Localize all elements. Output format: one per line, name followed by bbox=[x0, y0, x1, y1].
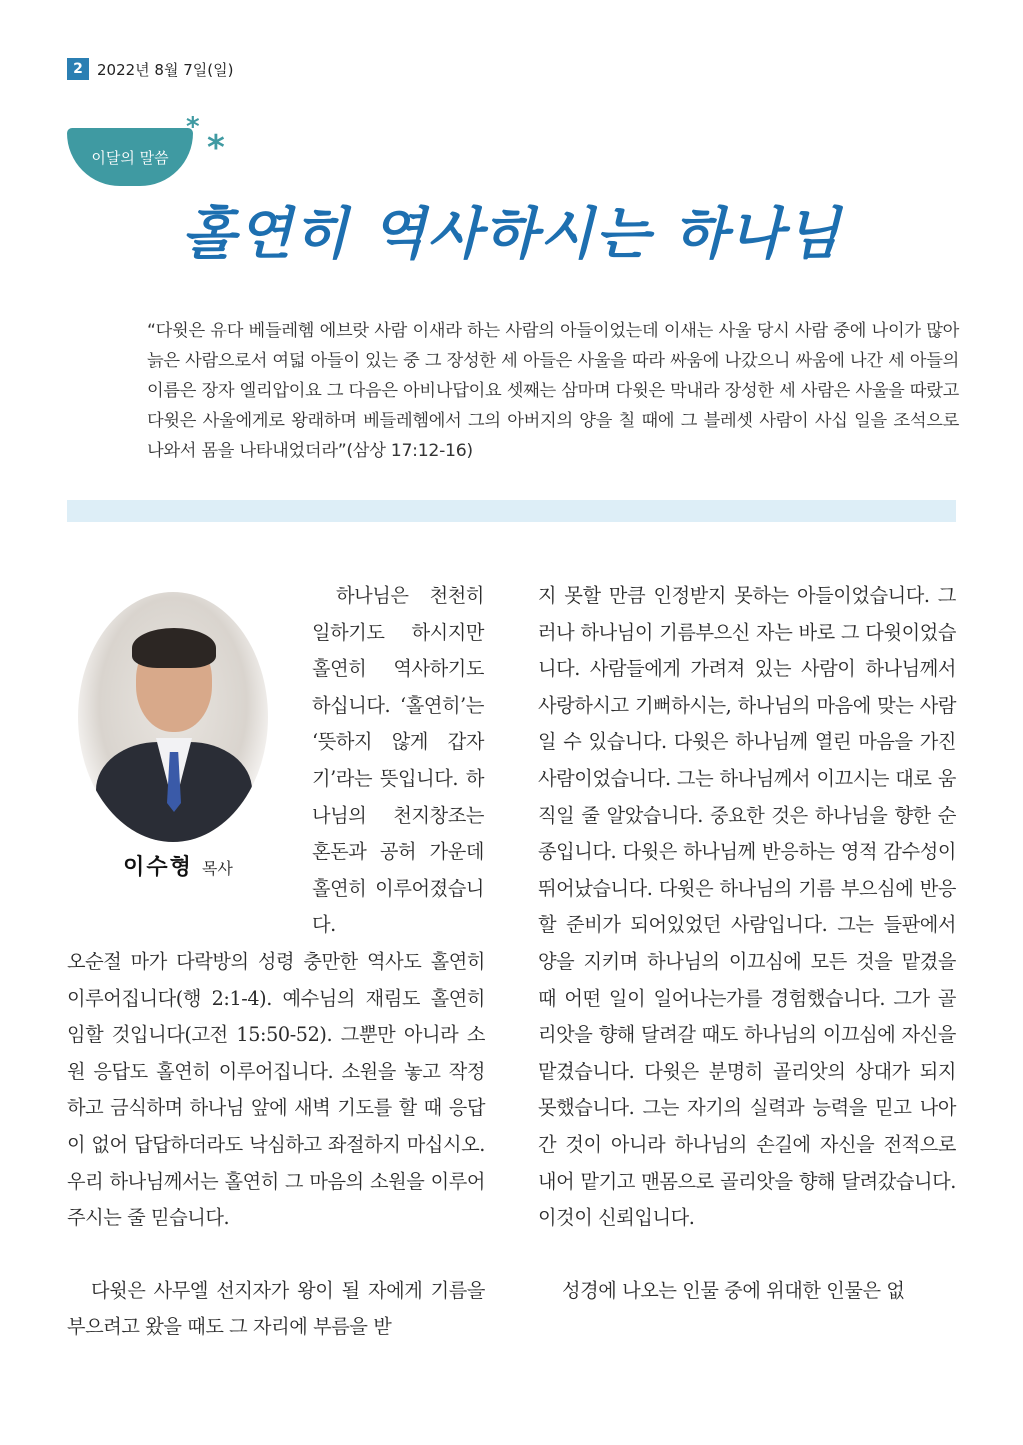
page-number: 2 bbox=[67, 58, 89, 80]
author-photo bbox=[78, 592, 268, 842]
section-badge: 이달의 말씀 bbox=[67, 128, 193, 186]
intro-text: 하나님은 천천히 일하기도 하시지만 홀연히 역사하기도 하십니다. ‘홀연히’는 ‘뜻하지 않게 갑자기’라는 뜻입니다. 하나님의 천지창조는 혼돈과 공허 가운데 홀연히 이루어졌습니다. bbox=[312, 584, 484, 937]
asterisk-icon: * bbox=[186, 112, 200, 142]
body-paragraph: 오순절 마가 다락방의 성령 충만한 역사도 홀연히 이루어집니다(행 2:1-4). 예수님의 재림도 홀연히 임할 것입니다(고전 15:50-52). 그뿐만 아니라 소원 응답도 홀연히 이루어집니다. 소원을 놓고 작정하고 금식하며 하나님 앞에 새벽 기도를 할 때 응답이 없어 답답하더라도 낙심하고 좌절하지 마십시오. 우리 하나님께서는 홀연히 그 마음의 소원을 이루어 주시는 줄 믿습니다. bbox=[67, 950, 485, 1230]
issue-date: 2022년 8월 7일(일) bbox=[97, 60, 234, 79]
author-name: 이수형 bbox=[123, 855, 193, 880]
body-paragraph: 지 못할 만큼 인정받지 못하는 아들이었습니다. 그러나 하나님이 기름부으신 자는 바로 그 다윗이었습니다. 사람들에게 가려져 있는 사람이 하나님께서 사랑하시고 기뻐하시는, 하나님의 마음에 맞는 사람일 수 있습니다. 다윗은 하나님께 열린 마음을 가진 사람이었습니다. 그는 하나님께서 이끄시는 대로 움직일 줄 알았습니다. 중요한 것은 하나님을 향한 순종입니다. 다윗은 하나님께 반응하는 영적 감수성이 뛰어났습니다. 다윗은 하나님의 기름 부으심에 반응할 준비가 되어있었던 사람입니다. 그는 들판에서 양을 지키며 하나님의 이끄심에 모든 것을 맡겼을 때 어떤 일이 일어나는가를 경험했습니다. 그가 골리앗을 향해 달려갈 때도 하나님의 이끄심에 자신을 맡겼습니다. 다윗은 분명히 골리앗의 상대가 되지 못했습니다. 그는 자기의 실력과 능력을 믿고 나아간 것이 아니라 하나님의 손길에 자신을 전적으로 내어 맡기고 맨몸으로 골리앗을 향해 달려갔습니다. 이것이 신뢰입니다. bbox=[538, 584, 956, 1230]
body-paragraph: 다윗은 사무엘 선지자가 왕이 될 자에게 기름을 부으려고 왔을 때도 그 자리에 부름을 받 bbox=[67, 1278, 485, 1339]
author-byline bbox=[67, 850, 289, 881]
body-paragraph: 성경에 나오는 인물 중에 위대한 인물은 없 bbox=[562, 1278, 905, 1302]
right-column bbox=[538, 578, 956, 1309]
author-role: 목사 bbox=[201, 859, 233, 878]
intro-paragraph bbox=[312, 578, 484, 944]
left-column bbox=[67, 944, 485, 1346]
article-title: 홀연히 역사하시는 하나님 bbox=[181, 202, 842, 267]
page-header bbox=[67, 58, 233, 80]
asterisk-icon: * bbox=[207, 128, 225, 168]
scripture-quote: “다윗은 유다 베들레헴 에브랏 사람 이새라 하는 사람의 아들이었는데 이새는 사울 당시 사람 중에 나이가 많아 늙은 사람으로서 여덟 아들이 있는 중 그 장성한 세 아들은 사울을 따라 싸움에 나갔으니 싸움에 나간 세 아들의 이름은 장자 엘리압이요 그 다음은 아비나답이요 셋째는 삼마며 다윗은 막내라 장성한 세 사람은 사울을 따랐고 다윗은 사울에게로 왕래하며 베들레헴에서 그의 아버지의 양을 칠 때에 그 블레셋 사람이 사십 일을 조석으로 나와서 몸을 나타내었더라”(삼상 17:12-16) bbox=[147, 321, 959, 461]
divider-bar bbox=[67, 500, 956, 522]
